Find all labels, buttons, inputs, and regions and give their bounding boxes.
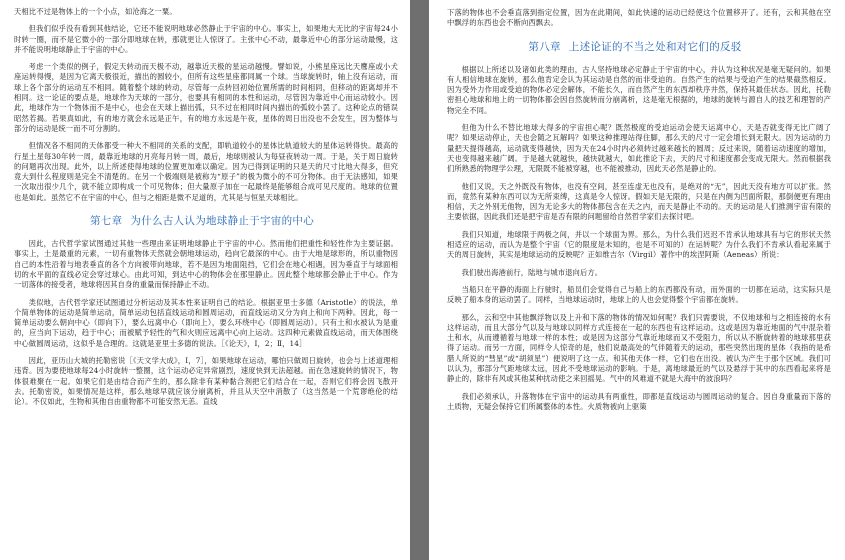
paragraph: 类似地，古代哲学家还试图通过分析运动及其本性来证明自己的结论。根据亚里士多德（Aristotle）的说法，单个简单物体的运动是简单运动，简单运动包括直线运动和圆周运动，而直线运动又分为向上和向下两种。因此，每一简单运动要么朝向中心（即向下），要么远离中心（即向上），要么环绕中心（即圆周运动）。只有土和水被认为是重的，应当向下运动，趋于中心；而被赋予轻性的气和火则应远离中心向上运动。这四种元素做直线运动，而天体围绕中心做圆周运动，这似乎是合理的。这就是亚里士多德的说法。［《论天》，Ⅰ，2；Ⅱ，14］: [14, 297, 398, 348]
quote: 我们驶出海港前行，陆地与城市退向后方。: [461, 267, 603, 277]
chapter-heading: [14, 213, 398, 228]
chapter-title: 为什么古人认为地球静止于宇宙的中心: [130, 215, 314, 228]
paragraph: 他们又说，天之外既没有物体，也没有空间，甚至连虚无也没有，是绝对的“无”，因此天没有地方可以扩张。然而，竟然有某种东西可以为无所束缚，这真是令人惊讶。假如天是无限的，只是在内侧为凹面所限，那倒便更有理由相信，天之外别无他物，因为无论多大的物体都包含在天之内，而天是静止不动的。天的运动是人们推测宇宙有限的主要依据，因此我们还是把宇宙是否有限的问题留给自然哲学家们去探讨吧。: [447, 181, 831, 222]
paragraph: 因此，古代哲学家试图通过其他一些理由来证明地球静止于宇宙的中心。然而他们把重性和轻性作为主要证据。事实上，土是最重的元素，一切有重物体天然就会朝地球运动，趋向它最深的中心。由于大地是球形的，所以重物因自己的本性沿着与地表垂直的各个方向被带向地球，若不是因为地面阻挡，它们会在地心相遇，因为垂直于与球面相切的水平面的直线必定会穿过球心。由此可知，到达中心的物体会在那里静止。因此整个地球都会静止于中心。作为一切落体的接受者，地球将因其自身的重量而保持静止不动。: [14, 239, 398, 290]
paragraph: 下落的物体也不会垂直落到指定位置，因为在此期间，如此快速的运动已经使这个位置移开了。还有，云和其他在空中飘浮的东西也会不断向西飘去。: [447, 8, 831, 28]
paragraph: 当船只在平静的海面上行驶时，船员们会觉得自己与船上的东西都没有动，而外面的一切都在运动，这实际只是反映了船本身的运动罢了。同样，当地球运动时，地球上的人也会觉得整个宇宙都在旋转。: [447, 284, 831, 305]
paragraph: 我们必须承认，升落物体在宇宙中的运动具有两重性，即都是直线运动与圆周运动的复合。因自身重量而下落的土质物，无疑会保持它们所属整体的本性。火质物被向上驱策: [447, 391, 831, 411]
paragraph: 但情况各不相同的天体都受一种大不相同的关系的支配，即轨道较小的星体比轨道较大的星体运转得快。最高的行星土星每30年转一周，最靠近地球的月亮每月转一周，最后，地球则被认为每昼夜转动一周。于是，关于周日旋转的问题再次出现。此外，以上所述使得地球的位置更加难以确定。因为已得到证明的只是天的尺寸比地大得多，但究竟大到什么程度则是完全不清楚的。在另一个极端则是被称为“原子”的极为微小的不可分物体。由于无法感知，如果一次取出很少几个，就不能立即构成一个可见物体；但大量原子加在一起最终是能够组合成可见尺度的。地球的位置也是如此。虽然它不在宇宙的中心，但与之相距是微不足道的，尤其是与恒星天球相比。: [14, 141, 398, 202]
paragraph: 因此，亚历山大城的托勒密说［《天文学大成》，Ⅰ，7］，如果地球在运动，哪怕只做周日旋转，也会与上述道理相违背。因为要使地球每24小时旋转一整圈，这个运动必定异常剧烈，速度快到无法超越。而在急速旋转的情况下，物体很难聚在一起。如果它们是由结合而产生的，那么除非有某种黏合剂把它们结合在一起，否则它们将会因飞散开去。托勒密说，如果情况是这样，那么地球早就应该分崩离析，并且从天空中消散了（这当然是一个荒谬绝伦的结论）。不仅如此，生物和其他自由重物都不可能安然无恙。直线: [14, 356, 398, 407]
paragraph: 根据以上所述以及诸如此类的理由，古人坚持地球必定静止于宇宙的中心，并认为这种状况是毫无疑问的。如果有人相信地球在旋转，那么他肯定会认为其运动是自然的而非受迫的。自然产生的结果与受迫产生的结果截然相反。因为受外力作用或受迫的物体必定会解体，不能长久，而自然产生的东西却秩序井然，保持其最佳状态。因此，托勒密担心地球和地上的一切物体都会因自然旋转而分崩离析，这是毫无根据的，地球的旋转与源自人的技艺和理智的产物完全不同。: [447, 64, 831, 115]
paragraph: 考虑一个类似的例子，假定天转动而天极不动，越靠近天极的星运动越慢。譬如说，小熊星座远比天鹰座或小犬座运转得慢，是因为它离天极很近，描出的圆较小，但所有这些星座都同属一个球。当球旋转时，轴上没有运动，而球上各个部分的运动互不相同。随着整个球的转动，尽管每一点转回初始位置所需的时间相同，但移动的距离却并不相同。这一论证的要点是，地球作为天球的一部分，也要具有相同的本性和运动，尽管因为靠近中心而运动较小。因此，地球作为一个物体而不是中心，也会在天球上描出弧，只不过在相同时间内描出的弧较小罢了。这种论点的错误昭然若揭。若果真如此，有的地方就会永远是正午，有的地方永远是午夜，星体的周日出没也不会发生，因为整体与部分的运动是统一而不可分割的。: [14, 62, 398, 133]
paragraph: 那么，云和空中其他飘浮物以及上升和下落的物体的情况如何呢？我们只需要说，不仅地球和与之相连接的水有这样运动，而且大部分气以及与地球以同样方式连接在一起的东西也有这样运动。这或是因为靠近地面的气中混杂着土和水，从而遵循着与地球一样的本性；或是因为这部分气靠近地球而又不受阻力，所以从不断旋转着的地球那里获得了运动。而另一方面，同样令人惊奇的是，他们说最高处的气伴随着天的运动，那些突然出现的星体（我指的是希腊人所说的“彗星”或“胡须星”）便说明了这一点。和其他天体一样，它们也在出没。被认为产生于那个区域。我们可以认为，那部分气距地球太远，因此不受地球运动的影响。于是，离地球最近的气以及悬浮于其中的东西看起来将是静止的，除非有风或其他某种扰动使之来回摇晃。气中的风难道不就是大海中的波浪吗？: [447, 312, 831, 384]
right-page: [429, 0, 845, 560]
paragraph: 天相比不过是物体上的一个小点，如沧海之一粟。: [14, 7, 177, 16]
chapter-number: 第八章: [528, 40, 561, 53]
chapter-number: 第七章: [89, 215, 123, 228]
chapter-title: 上述论证的不当之处和对它们的反驳: [568, 40, 742, 53]
paragraph: 但他为什么不替比地球大得多的宇宙担心呢？既然极度的受迫运动会使天运离中心，天是否就变得无比广阔了呢？如果运动停止，天也会随之瓦解吗？如果这种推理站得住脚，那么天的尺寸一定会增长到无限大。因为运动的力量把天提得越高，运动就变得越快，因为天在24小时内必须转过越来越长的圆周；反过来说，随着运动速度的增加，天也变得越来越广阔。于是越大就越快，越快就越大，如此推论下去，天的尺寸和速度都会变成无限大。然而根据我们所熟悉的物理学公理，无限既不能被穿越，也不能被推动，因此天必然是静止的。: [447, 123, 831, 174]
left-page: [0, 0, 410, 560]
paragraph: 但我们似乎没有看到其他结论，它还不能说明地球必然静止于宇宙的中心。事实上，如果地大无比的宇宙每24小时转一圈，而不是它微小的一部分即地球在转，那就更让人惊讶了。主张中心不动，最靠近中心的部分运动最慢，这并不能说明地球静止于宇宙的中心。: [14, 24, 398, 54]
paragraph: 我们只知道，地球限于两极之间，并以一个球面为界。那么，为什么我们迟迟不肯承认地球具有与它的形状天然相适应的运动，而认为是整个宇宙（它的限度是未知的，也是不可知的）在运转呢？为什么我们不肯承认看起来属于天的周日旋转，其实是地球运动的反映呢？正如维吉尔（Virgil）著作中的埃涅阿斯（Aeneas）所说：: [447, 229, 831, 260]
chapter-heading: [447, 39, 831, 54]
